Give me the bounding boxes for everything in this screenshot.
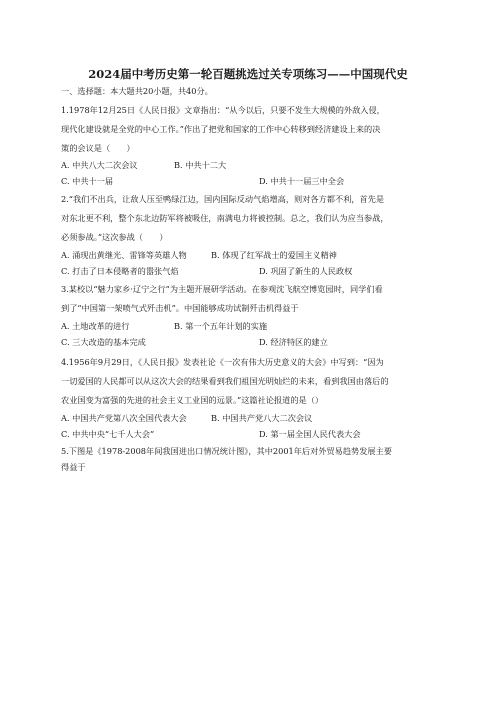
question-3-option-b[interactable]: B. 第一个五年计划的实施 — [174, 321, 268, 331]
question-1-option-b[interactable]: B. 中共十二大 — [174, 160, 227, 170]
question-2-line-1: 2.“我们不出兵，让敌人压至鸭绿江边，国内国际反动气焰增高，则对各方都不利，首先是 — [61, 194, 385, 204]
question-4-option-a[interactable]: A. 中国共产党第八次全国代表大会 — [61, 413, 187, 423]
question-2-option-d[interactable]: D. 巩固了新生的人民政权 — [259, 266, 353, 276]
question-2-line-3: 必须参战。”这次参战（ ） — [61, 232, 168, 242]
question-2-option-b[interactable]: B. 体现了红军战士的爱国主义精神 — [211, 250, 337, 260]
question-4-line-3: 农业国变为富强的先进的社会主义工业国的远景。”这篇社论报道的是（） — [61, 395, 324, 405]
question-3-line-1: 3.某校以“魅力家乡·辽宁之行”为主题开展研学活动。在参观沈飞航空博览园时，同学们看 — [61, 284, 383, 294]
question-1-option-d[interactable]: D. 中共十一届三中全会 — [259, 176, 345, 186]
question-5-line-2: 得益于 — [61, 462, 86, 472]
question-2-option-c[interactable]: C. 打击了日本侵略者的嚣张气焰 — [61, 266, 179, 276]
section-heading: 一、选择题：本大题共20小题，共40分。 — [61, 86, 213, 96]
question-1-line-1: 1.1978年12月25日《人民日报》文章指出：“从今以后，只要不发生大规模的外敌入侵， — [61, 105, 385, 115]
question-4-option-d[interactable]: D. 第一届全国人民代表大会 — [259, 429, 361, 439]
question-1-line-3: 策的会议是（ ） — [61, 143, 135, 153]
question-3-option-d[interactable]: D. 经济特区的建立 — [259, 337, 328, 347]
question-1-line-2: 现代化建设就是全党的中心工作。”作出了把党和国家的工作中心转移到经济建设上来的决 — [61, 124, 381, 134]
question-4-option-c[interactable]: C. 中共中央“七千人大会” — [61, 429, 155, 439]
question-3-line-2: 到了“中国第一架喷气式歼击机”。中国能够成功试制歼击机得益于 — [61, 303, 299, 313]
question-3-option-a[interactable]: A. 土地改革的进行 — [61, 321, 130, 331]
page-title: 2024届中考历史第一轮百题挑选过关专项练习——中国现代史 — [88, 67, 408, 81]
question-5-line-1: 5.下图是《1978-2008年间我国进出口情况统计图》，其中2001年后对外贸易趋势发展主要 — [61, 446, 392, 456]
question-4-line-1: 4.1956年9月29日，《人民日报》发表社论《一次有伟大历史意义的大会》中写到：“因为 — [61, 357, 384, 367]
question-3-option-c[interactable]: C. 三大改造的基本完成 — [61, 337, 146, 347]
question-2-option-a[interactable]: A. 涌现出黄继光、雷锋等英雄人物 — [61, 250, 187, 260]
question-2-line-2: 对东北更不利，整个东北边防军将被吸住，南满电力将被控制。总之，我们认为应当参战， — [61, 213, 389, 223]
question-1-option-c[interactable]: C. 中共十一届 — [61, 176, 114, 186]
question-4-option-b[interactable]: B. 中国共产党八大二次会议 — [211, 413, 313, 423]
question-4-line-2: 一切爱国的人民都可以从这次大会的结果看到我们祖国光明灿烂的未来，看到我国由落后的 — [61, 376, 389, 386]
question-1-option-a[interactable]: A. 中共八大二次会议 — [61, 160, 138, 170]
